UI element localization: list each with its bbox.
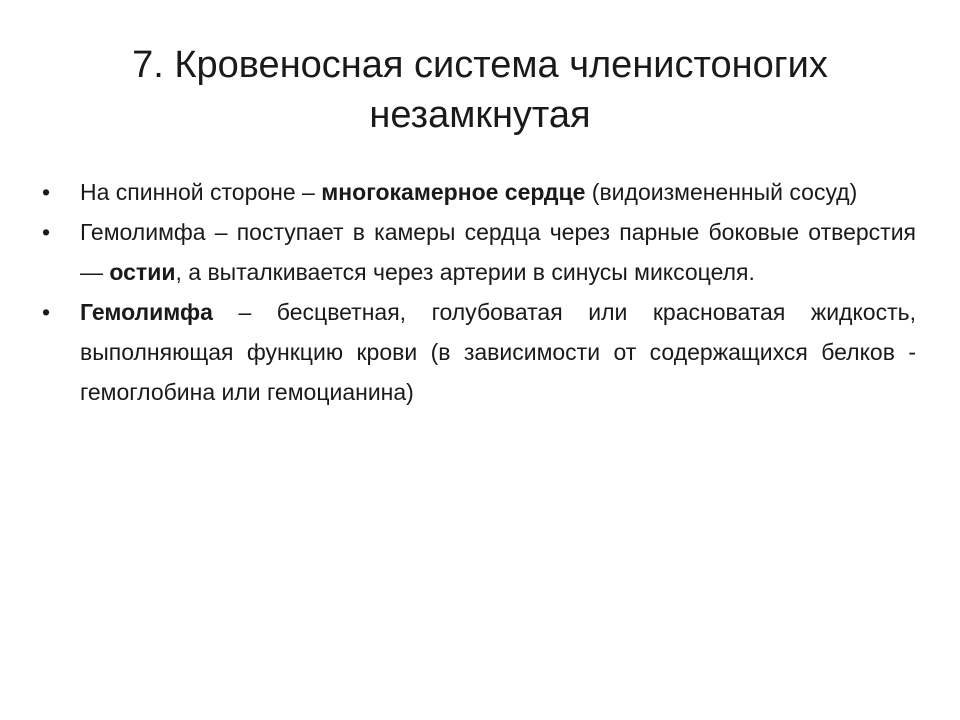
bullet-list xyxy=(42,172,916,412)
bullet-1-text: На спинной стороне – xyxy=(80,179,322,205)
bullet-2-bold-term: остии xyxy=(109,259,176,285)
slide-title-line-2: незамкнутая xyxy=(369,94,591,136)
slide-title-line-1: 7. Кровеносная система членистоногих xyxy=(132,44,828,86)
bullet-1-text-end: (видоизмененный сосуд) xyxy=(585,179,858,205)
bullet-item-3 xyxy=(42,292,916,412)
bullet-dot-icon: • xyxy=(42,219,51,245)
bullet-item-1 xyxy=(42,172,916,212)
slide-title xyxy=(60,40,900,140)
bullet-2-text: Гемолимфа – поступает в камеры сердца через парные боковые отверстия — xyxy=(80,219,916,285)
bullet-1-bold-term: многокамерное сердце xyxy=(321,179,586,205)
bullet-3-bold-term: Гемолимфа xyxy=(80,299,213,325)
bullet-2-text-end: , а выталкивается через артерии в синусы миксоцеля. xyxy=(175,259,755,285)
bullet-dot-icon: • xyxy=(42,299,51,325)
bullet-dot-icon: • xyxy=(42,179,51,205)
bullet-item-2 xyxy=(42,212,916,292)
bullet-3-text-end: – бесцветная, голубоватая или красноватая жидкость, выполняющая функцию крови (в зависимости от содержащихся белков - гемоглобина или гемоцианина) xyxy=(80,299,916,405)
